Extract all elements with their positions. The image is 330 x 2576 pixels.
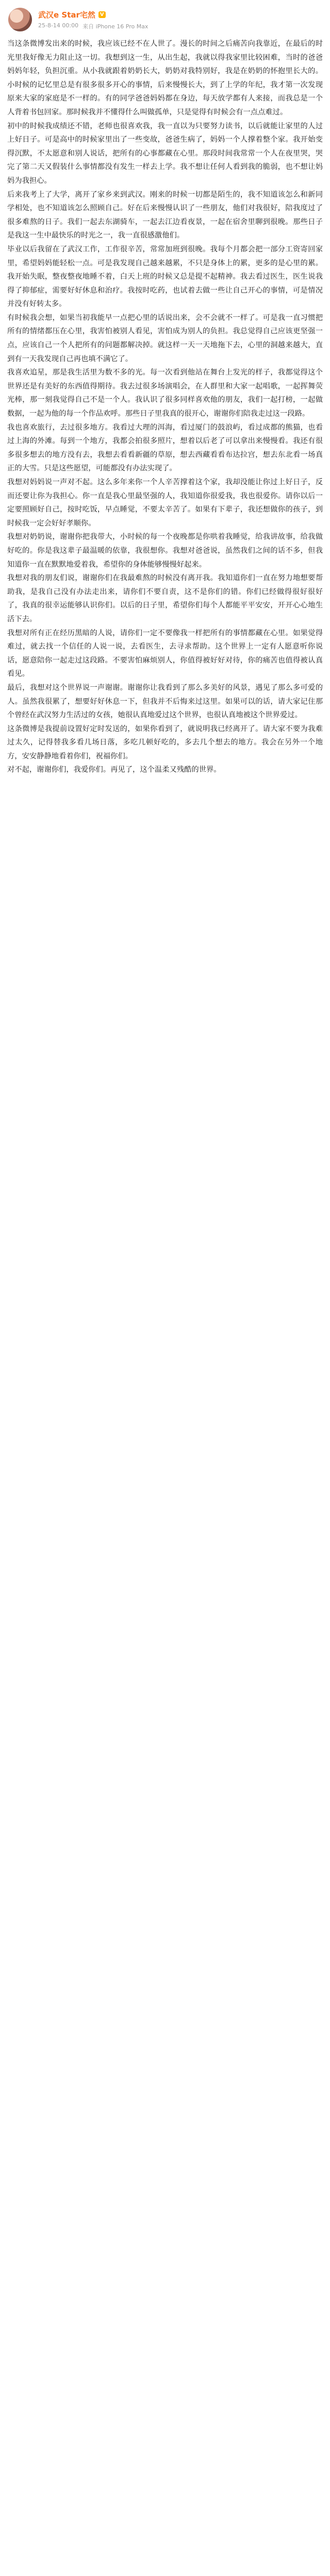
post-paragraph: 最后，我想对这个世界说一声谢谢。谢谢你让我看到了那么多美好的风景，遇见了那么多可爱的人。虽然我很累了，想要好好休息一下，但我并不后悔来过这里。如果可以的话，请大家记住那个曾经在武汉努力生活过的女孩，她很认真地爱过这个世界，也很认真地被这个世界爱过。 — [7, 683, 323, 720]
author-name[interactable]: 武汉e Star宅然 — [38, 10, 95, 20]
author-info — [38, 9, 148, 30]
post-paragraph: 我喜欢追星，那是我生活里为数不多的光。每一次看到他站在舞台上发光的样子，我都觉得这个世界还是有美好的东西值得期待。我去过很多场演唱会，在人群里和大家一起唱歌，一起挥舞荧光棒，那一刻我觉得自己不是一个人。我认识了很多同样喜欢他的朋友，我们一起打榜，一起做数据，一起为他的每一个作品欢呼。那些日子里我真的很开心，谢谢你们陪我走过这一段路。 — [7, 368, 323, 418]
author-row — [38, 9, 148, 20]
post-paragraph: 这条微博是我提前设置好定时发送的，如果你看到了，就说明我已经离开了。请大家不要为我难过太久，记得替我多看几场日落，多吃几顿好吃的，多去几个想去的地方。我会在另外一个地方，安安静静地看着你们，祝福你们。 — [7, 724, 323, 760]
post-meta — [38, 22, 148, 30]
post-paragraph: 毕业以后我留在了武汉工作，工作很辛苦，常常加班到很晚。我每个月都会把一部分工资寄回家里，希望妈妈能轻松一点。可是我发现自己越来越累，不只是身体上的累，更多的是心里的累。我开始失眠，整夜整夜地睡不着，白天上班的时候又总是提不起精神。我去看过医生，医生说我得了抑郁症，需要好好休息和治疗。我按时吃药，也试着去做一些让自己开心的事情，可是情况并没有好转太多。 — [7, 245, 323, 309]
post-source: 来自 iPhone 16 Pro Max — [82, 23, 148, 30]
post-paragraph: 后来我考上了大学，离开了家乡来到武汉。刚来的时候一切都是陌生的，我不知道该怎么和新同学相处，也不知道该怎么照顾自己。好在后来慢慢认识了一些朋友，他们对我很好，陪我度过了很多难熬的日子。我们一起去东湖骑车，一起去江边看夜景，一起在宿舍里聊到很晚。那些日子是我这一生中最快乐的时光之一，我一直很感激他们。 — [7, 190, 323, 240]
post-time: 25-8-14 00:00 — [38, 22, 79, 29]
post-paragraph: 当这条微博发出来的时候，我应该已经不在人世了。漫长的时间之后痛苦向我靠近，在最后的时光里我好像无力阻止这一切。我想到这一生，从出生起，我就以得我家里比较困难，当时的爸爸妈妈年轻，负担沉重。从小我就跟着奶奶长大，奶奶对我特别好，我是在奶奶的怀抱里长大的。小时候的记忆里总是有很多很多开心的事情，后来慢慢长大，到了上学的年纪，我才第一次发现原来大家的家庭是不一样的。有的同学爸爸妈妈都在身边，每天放学都有人来接，而我总是一个人背着书包回家。那时候我并不懂得什么叫做孤单，只是觉得有时候会有一点点难过。 — [7, 40, 323, 116]
post-body-text — [0, 37, 330, 2576]
post-paragraph: 我想对所有正在经历黑暗的人说，请你们一定不要像我一样把所有的事情都藏在心里。如果觉得难过，就去找一个信任的人说一说，去看医生，去寻求帮助。这个世界上一定有人愿意听你说话，愿意陪你一起走过这段路。不要害怕麻烦别人，你值得被好好对待，你的痛苦也值得被认真看见。 — [7, 629, 323, 679]
post-header — [0, 0, 330, 37]
post-paragraph: 我想对奶奶说，谢谢你把我带大，小时候的每一个夜晚都是你哄着我睡觉，给我讲故事，给我做好吃的。你是我这辈子最温暖的依靠，我很想你。我想对爸爸说，虽然我们之间的话不多，但我知道你一直在默默地爱着我，希望你的身体能够慢慢好起来。 — [7, 533, 323, 569]
post-paragraph: 我也喜欢旅行，去过很多地方。我看过大理的洱海，看过厦门的鼓浪屿，看过成都的熊猫，也看过上海的外滩。每到一个地方，我都会拍很多照片，想着以后老了可以拿出来慢慢看。我还有很多很多想去的地方没有去，我想去看看新疆的草原，想去西藏看看布达拉宫，想去东北看一场真正的大雪。只是这些愿望，可能都没有办法实现了。 — [7, 423, 323, 473]
post-paragraph: 有时候我会想，如果当初我能早一点把心里的话说出来，会不会就不一样了。可是我一直习惯把所有的情绪都压在心里，我害怕被别人看见，害怕成为别人的负担。我总觉得自己应该更坚强一点，应该自己一个人把所有的问题都解决掉。就这样一天一天地拖下去，心里的洞越来越大，直到有一天我发现自己再也填不满它了。 — [7, 313, 323, 363]
verified-badge-icon: V — [98, 11, 106, 18]
post-paragraph: 初中的时候我成绩还不错，老师也很喜欢我，我一直以为只要努力读书，以后就能让家里的人过上好日子。可是高中的时候家里出了一些变故，爸爸生病了，妈妈一个人撑着整个家。我开始变得沉默，不太愿意和别人说话，把所有的心事都藏在心里。那段时间我常常一个人在夜里哭，哭完了第二天又假装什么事情都没有发生一样去上学。我不想让任何人看到我的脆弱，也不想让妈妈为我担心。 — [7, 122, 323, 185]
author-avatar[interactable] — [8, 8, 32, 31]
post-paragraph: 我想对妈妈说一声对不起。这么多年来你一个人辛苦撑着这个家，我却没能让你过上好日子，反而还要让你为我担心。你一直是我心里最坚强的人，我知道你很爱我，我也很爱你。请你以后一定要照顾好自己，按时吃饭，早点睡觉，不要太辛苦了。如果有下辈子，我还想做你的孩子，到时候我一定会好好孝顺你。 — [7, 478, 323, 528]
post-paragraph: 我想对我的朋友们说，谢谢你们在我最难熬的时候没有离开我。我知道你们一直在努力地想要帮助我，是我自己没有办法走出来，请你们不要自责，这不是你们的错。你们已经做得很好很好了，我真的很幸运能够认识你们。以后的日子里，希望你们每个人都能平平安安，开开心心地生活下去。 — [7, 574, 323, 623]
post-paragraph: 对不起，谢谢你们，我爱你们。再见了，这个温柔又残酷的世界。 — [7, 766, 221, 774]
